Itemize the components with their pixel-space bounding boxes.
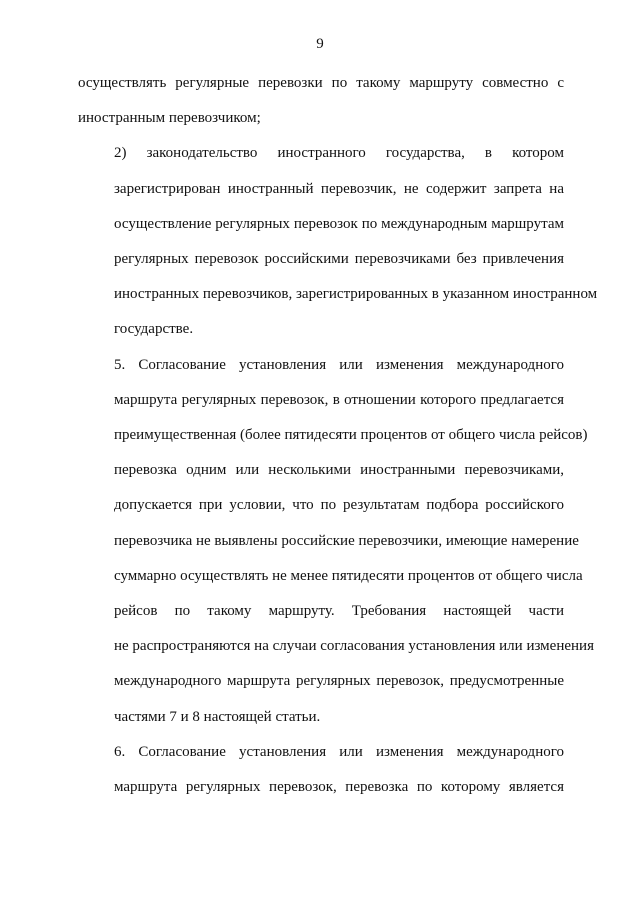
paragraph-3 <box>78 348 594 735</box>
text-line: 2) законодательство иностранного государства, в котором <box>114 145 564 162</box>
document-body <box>78 66 598 805</box>
text-line: перевозка одним или несколькими иностранными перевозчиками, <box>114 462 564 479</box>
text-line: маршрута регулярных перевозок, перевозка по которому является <box>114 779 564 796</box>
text-line: иностранным перевозчиком; <box>78 110 261 127</box>
text-line: осуществлять регулярные перевозки по такому маршруту совместно с <box>78 75 564 91</box>
text-line: допускается при условии, что по результатам подбора российского <box>114 497 564 514</box>
text-line: перевозчика не выявлены российские перевозчики, имеющие намерение <box>114 532 579 549</box>
text-line: маршрута регулярных перевозок, в отношении которого предлагается <box>114 391 564 408</box>
text-line: осуществление регулярных перевозок по международным маршрутам <box>114 215 564 232</box>
text-line: рейсов по такому маршруту. Требования настоящей части <box>114 603 564 620</box>
text-line: суммарно осуществлять не менее пятидесяти процентов от общего числа <box>114 567 583 584</box>
text-line: 6. Согласование установления или изменения международного <box>114 743 564 760</box>
paragraph-2 <box>78 136 598 347</box>
text-line: зарегистрирован иностранный перевозчик, не содержит запрета на <box>114 180 564 197</box>
text-line: международного маршрута регулярных перевозок, предусмотренные <box>114 673 564 690</box>
text-line: частями 7 и 8 настоящей статьи. <box>114 708 321 725</box>
text-line: преимущественная (более пятидесяти процентов от общего числа рейсов) <box>114 427 588 444</box>
text-line: регулярных перевозок российскими перевозчиками без привлечения <box>114 251 564 268</box>
text-line: не распространяются на случаи согласования установления или изменения <box>114 638 594 655</box>
page-number: 9 <box>316 36 324 52</box>
text-line: иностранных перевозчиков, зарегистрированных в указанном иностранном <box>114 286 598 303</box>
paragraph-4 <box>78 735 564 805</box>
text-line: 5. Согласование установления или изменения международного <box>114 356 564 373</box>
paragraph-1 <box>78 66 564 136</box>
text-line: государстве. <box>114 321 194 338</box>
